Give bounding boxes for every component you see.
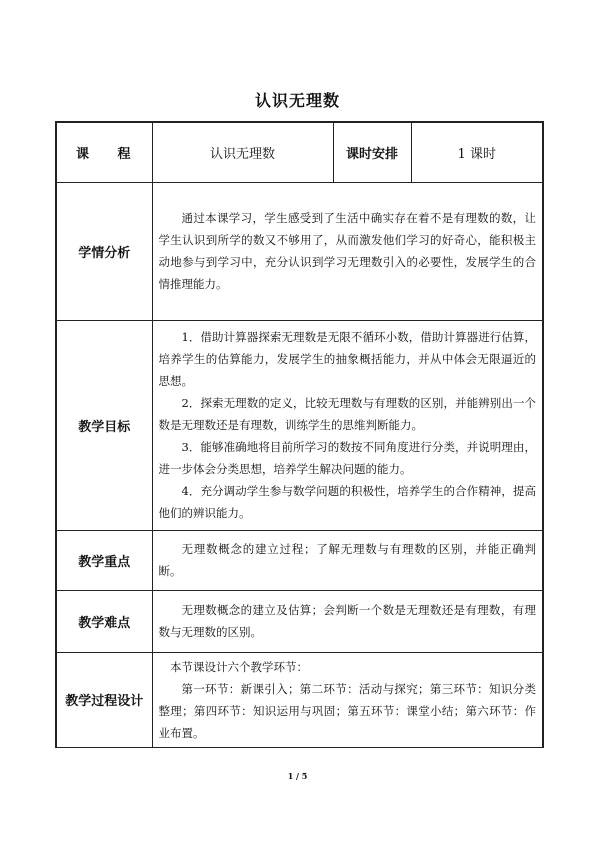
student-analysis-content xyxy=(152,182,543,320)
objective-2: 2．探索无理数的定义，比较无理数与有理数的区别，并能辨别出一个数是无理数还是有理数，训练学生的思维判断能力。 xyxy=(158,396,536,432)
schedule-label: 课时安排 xyxy=(333,122,411,182)
difficulties-content xyxy=(152,590,543,652)
process-label: 教学过程设计 xyxy=(56,652,152,747)
student-analysis-label: 学情分析 xyxy=(56,182,152,320)
page-title: 认识无理数 xyxy=(254,91,340,110)
lesson-plan-table xyxy=(55,121,544,748)
difficulties-row xyxy=(56,590,543,652)
course-value: 认识无理数 xyxy=(152,122,333,182)
process-row xyxy=(56,652,543,747)
objectives-content xyxy=(152,320,543,530)
difficulties-paragraph: 无理数概念的建立及估算；会判断一个数是无理数还是有理数，有理数与无理数的区别。 xyxy=(158,603,536,639)
key-points-row xyxy=(56,530,543,590)
page-indicator: 1 / 5 xyxy=(287,771,308,781)
process-intro: 本节课设计六个教学环节： xyxy=(170,659,308,674)
key-points-label: 教学重点 xyxy=(56,530,152,590)
schedule-value: 1 课时 xyxy=(411,122,543,182)
objectives-row xyxy=(56,320,543,530)
course-row xyxy=(56,122,543,182)
objective-3: 3．能够准确地将目前所学习的数按不同角度进行分类，并说明理由，进一步体会分类思想，培养学生解决问题的能力。 xyxy=(158,440,536,476)
key-points-content xyxy=(152,530,543,590)
student-analysis-paragraph: 通过本课学习，学生感受到了生活中确实存在着不是有理数的数，让学生认识到所学的数又不够用了，从而激发他们学习的好奇心，能积极主动地参与到学习中，充分认识到学习无理数引入的必要性，发展学生的合情推理能力。 xyxy=(158,211,536,291)
difficulties-label: 教学难点 xyxy=(56,590,152,652)
process-steps: 第一环节：新课引入；第二环节：活动与探究；第三环节：知识分类整理；第四环节：知识运用与巩固；第五环节：课堂小结；第六环节：作业布置。 xyxy=(158,681,536,740)
objectives-label: 教学目标 xyxy=(56,320,152,530)
key-points-paragraph: 无理数概念的建立过程；了解无理数与有理数的区别，并能正确判断。 xyxy=(158,542,536,578)
course-label: 课 程 xyxy=(56,122,152,182)
student-analysis-row xyxy=(56,182,543,320)
objective-1: 1．借助计算器探索无理数是无限不循环小数，借助计算器进行估算，培养学生的估算能力，发展学生的抽象概括能力，并从中体会无限逼近的思想。 xyxy=(158,330,536,388)
objective-4: 4．充分调动学生参与数学问题的积极性，培养学生的合作精神，提高他们的辨识能力。 xyxy=(158,484,536,520)
process-content xyxy=(152,652,543,747)
